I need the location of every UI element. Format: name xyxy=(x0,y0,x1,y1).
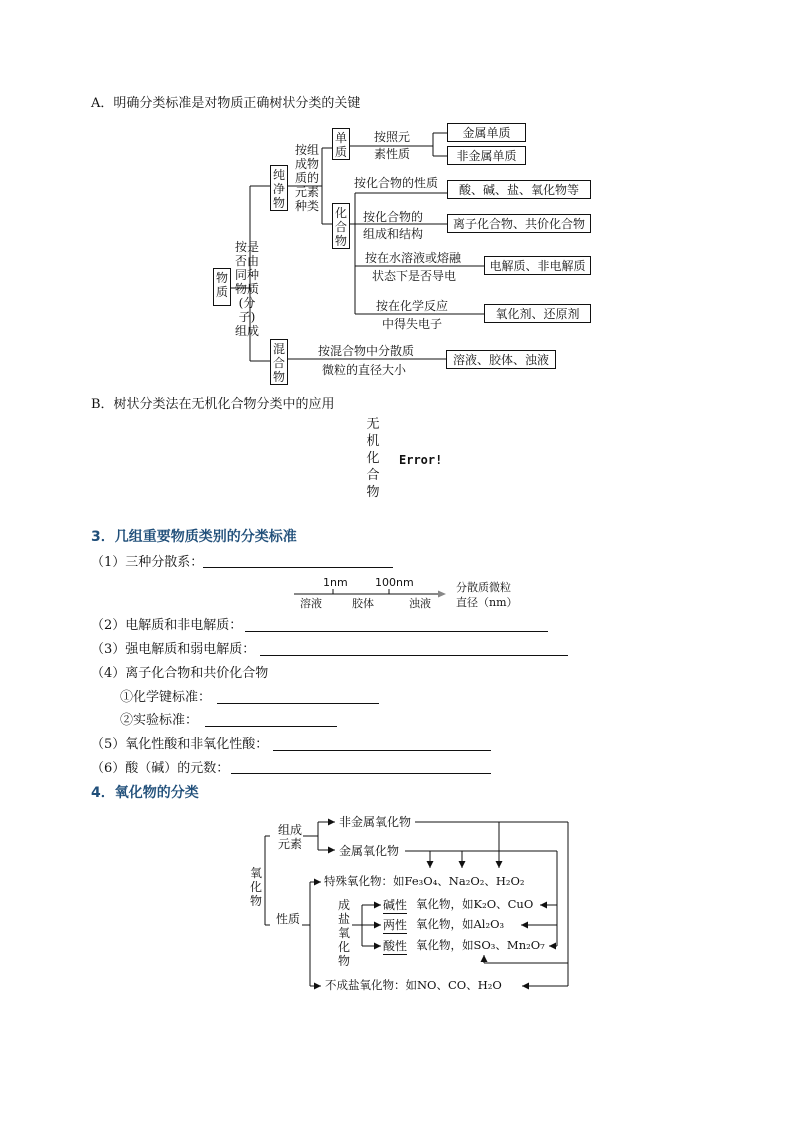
by-property-label: 性质 xyxy=(276,912,301,926)
element-label: 单质 xyxy=(335,131,348,159)
amphoteric-oxide-example: 氧化物，如Al₂O₃ xyxy=(416,917,505,931)
pure-criterion: 按组 成物 质的 元素 种类 xyxy=(294,143,319,213)
compound-criterion-redox-1: 按在化学反应 xyxy=(376,299,449,313)
q6-label: （6）酸（碱）的元数： xyxy=(91,761,230,776)
mixture-label: 混合物 xyxy=(273,342,286,384)
axis-caption-2: 直径（nm） xyxy=(456,596,518,609)
q4a-label: ①化学键标准： xyxy=(120,690,212,705)
axis-caption-1: 分散质微粒 xyxy=(456,581,511,594)
mixture-criterion-2: 微粒的直径大小 xyxy=(322,363,407,377)
special-oxide-label: 特殊氧化物：如Fe₃O₄、Na₂O₂、H₂O₂ xyxy=(324,874,525,888)
tick-100nm: 100nm xyxy=(375,576,414,589)
element-criterion-2: 素性质 xyxy=(374,147,411,161)
basic-oxide-example: 氧化物，如K₂O、CuO xyxy=(416,897,534,911)
ionic-covalent-box: 离子化合物、共价化合物 xyxy=(447,214,591,233)
metal-element-box: 金属单质 xyxy=(447,123,526,142)
acidic-oxide-example: 氧化物，如SO₃、Mn₂O₇ xyxy=(416,938,545,952)
q1-label: （1）三种分散系： xyxy=(91,555,204,570)
non-salt-forming-oxide-label: 不成盐氧化物：如NO、CO、H₂O xyxy=(325,978,502,992)
element-criterion-1: 按照元 xyxy=(374,130,411,144)
oxide-root-label: 氧化物 xyxy=(249,866,262,908)
section-b-title: B．树状分类法在无机化合物分类中的应用 xyxy=(91,397,335,412)
amphoteric-oxide-tag: 两性 xyxy=(383,918,408,932)
electrolyte-box: 电解质、非电解质 xyxy=(484,256,591,275)
compound-criterion-conduct-2: 状态下是否导电 xyxy=(372,269,457,283)
metal-oxide-label: 金属氧化物 xyxy=(339,844,400,858)
nonmetal-element-box: 非金属单质 xyxy=(447,146,526,165)
q4-label: （4）离子化合物和共价化合物 xyxy=(91,666,269,681)
acid-base-salt-box: 酸、碱、盐、氧化物等 xyxy=(447,180,591,199)
dispersion-system-box: 溶液、胶体、浊液 xyxy=(446,350,556,369)
compound-criterion-structure-2: 组成和结构 xyxy=(363,227,424,241)
tick-1nm: 1nm xyxy=(323,576,348,589)
section-4-heading: 4．氧化物的分类 xyxy=(91,785,199,801)
error-placeholder: Error! xyxy=(399,453,443,467)
basic-oxide-tag: 碱性 xyxy=(383,898,408,912)
salt-forming-oxide-label: 成盐氧化物 xyxy=(337,898,350,968)
q2-label: （2）电解质和非电解质： xyxy=(91,618,243,633)
section-3-heading: 3．几组重要物质类别的分类标准 xyxy=(91,529,297,545)
compound-criterion-conduct-1: 按在水溶液或熔融 xyxy=(365,251,462,265)
pure-substance-label: 纯净物 xyxy=(273,168,286,210)
q3-label: （3）强电解质和弱电解质： xyxy=(91,642,256,657)
segment-colloid: 胶体 xyxy=(352,597,374,610)
inorganic-compound-label: 无机化合物 xyxy=(366,417,380,500)
acidic-oxide-tag: 酸性 xyxy=(383,939,408,953)
nonmetal-oxide-label: 非金属氧化物 xyxy=(339,815,412,829)
root-criterion: 按是 否由 同种 物质 (分子) 组成 xyxy=(234,240,259,338)
mixture-criterion-1: 按混合物中分散质 xyxy=(318,344,415,358)
q5-label: （5）氧化性酸和非氧化性酸： xyxy=(91,737,269,752)
oxidant-reductant-box: 氧化剂、还原剂 xyxy=(484,304,591,323)
compound-label: 化合物 xyxy=(335,206,348,248)
q4b-label: ②实验标准： xyxy=(120,713,199,728)
by-composition-label: 组成元素 xyxy=(277,823,302,851)
compound-criterion-redox-2: 中得失电子 xyxy=(382,317,443,331)
compound-criterion-property: 按化合物的性质 xyxy=(354,176,439,190)
root-substance-label: 物质 xyxy=(216,271,229,299)
segment-suspension: 浊液 xyxy=(409,597,431,610)
compound-criterion-structure-1: 按化合物的 xyxy=(363,210,424,224)
segment-solution: 溶液 xyxy=(300,597,322,610)
section-a-title: A．明确分类标准是对物质正确树状分类的关键 xyxy=(91,96,361,111)
